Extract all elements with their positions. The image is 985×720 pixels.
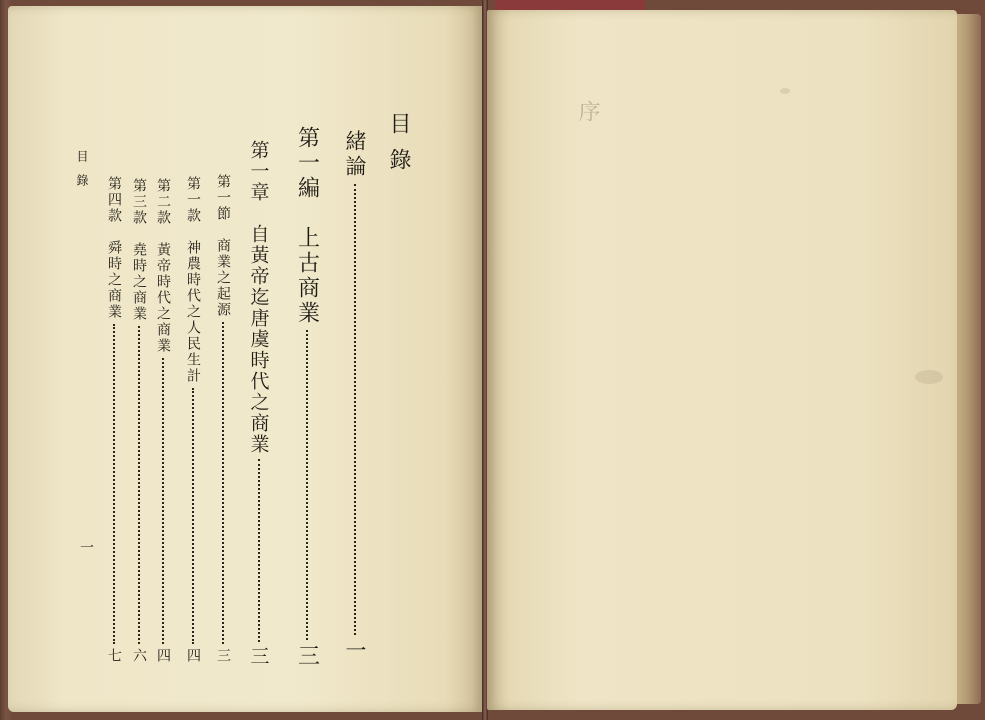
leader-dots xyxy=(162,358,164,644)
toc-entry-item2[interactable] xyxy=(150,178,176,662)
toc-page-number: 一 xyxy=(343,639,367,660)
leader-dots xyxy=(222,322,224,644)
toc-page-number: 三 xyxy=(294,644,320,666)
toc-entry-item4[interactable] xyxy=(101,176,127,662)
leader-dots xyxy=(192,388,194,644)
toc-entry-item3[interactable] xyxy=(126,178,152,662)
toc-entry-label: 第四款 舜時之商業 xyxy=(106,176,122,320)
toc-entry-label: 第一款 神農時代之人民生計 xyxy=(185,176,201,384)
leader-dots xyxy=(306,330,308,640)
toc-entry-section1[interactable] xyxy=(210,174,236,662)
leader-dots xyxy=(138,326,140,644)
toc-entry-label: 緒論 xyxy=(343,130,367,180)
page-smudge xyxy=(915,370,943,384)
toc-entry-label: 第一節 商業之起源 xyxy=(215,174,231,318)
right-page xyxy=(487,10,957,710)
cover-edge xyxy=(957,14,981,704)
toc-page-number: 六 xyxy=(131,648,147,662)
page-smudge xyxy=(780,88,790,94)
toc-page-number: 四 xyxy=(185,648,201,662)
toc-entry-label: 第三款 堯時之商業 xyxy=(131,178,147,322)
toc-entry-intro[interactable] xyxy=(340,130,370,660)
toc-page-number: 七 xyxy=(106,648,122,662)
toc-entry-chapter1[interactable] xyxy=(244,140,274,665)
running-title: 目錄 xyxy=(75,150,89,198)
leader-dots xyxy=(258,459,260,642)
leader-dots xyxy=(354,184,356,635)
toc-entry-label: 第一章 自黃帝迄唐虞時代之商業 xyxy=(247,140,270,455)
page-folio: 一 xyxy=(78,540,94,554)
toc-heading: 目錄 xyxy=(386,112,411,184)
leader-dots xyxy=(113,324,115,644)
toc-page-number: 三 xyxy=(247,646,270,665)
toc-entry-item1[interactable] xyxy=(180,176,206,662)
toc-entry-label: 第一編 上古商業 xyxy=(294,126,320,326)
toc-entry-part1[interactable] xyxy=(290,126,324,666)
toc-page-number: 三 xyxy=(215,648,231,662)
preface-heading: 序 xyxy=(575,100,600,122)
toc-entry-label: 第二款 黃帝時代之商業 xyxy=(155,178,171,354)
toc-page-number: 四 xyxy=(155,648,171,662)
